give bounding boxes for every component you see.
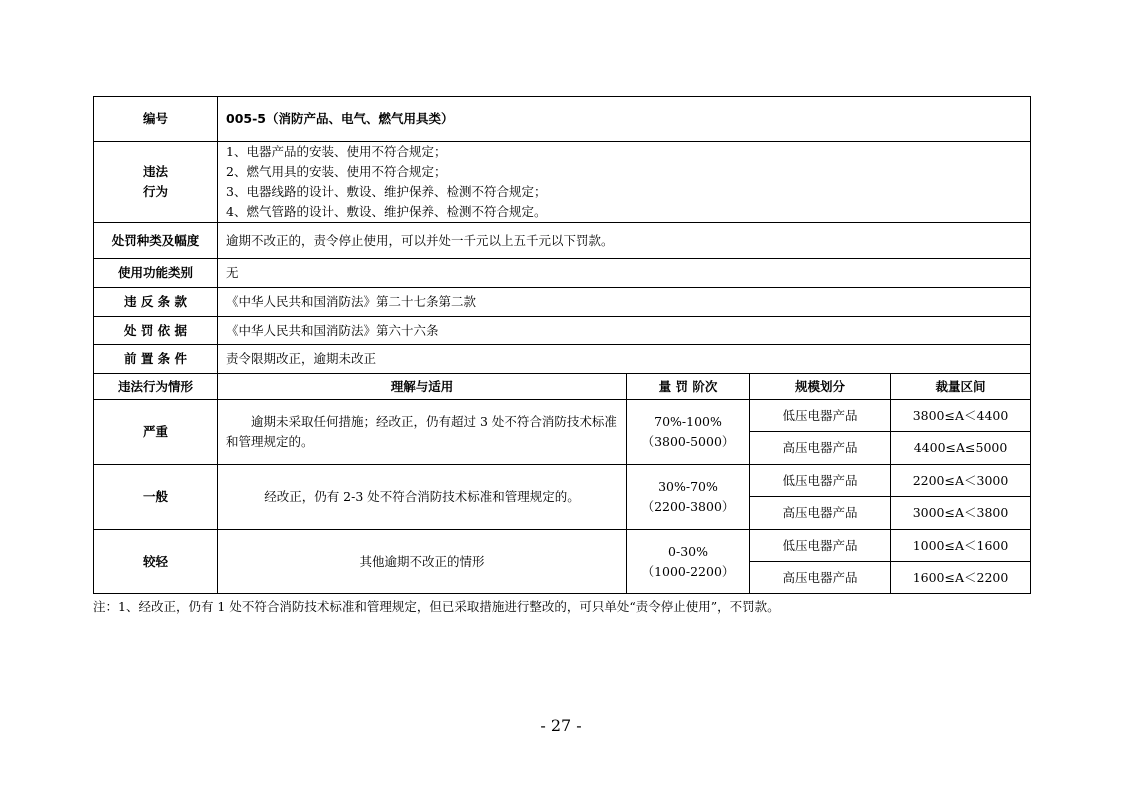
penalty-row xyxy=(94,223,1031,259)
basis-row xyxy=(94,317,1031,345)
scale-cell: 高压电器产品 xyxy=(750,562,891,594)
usage-row xyxy=(94,259,1031,288)
situation-cell: 严重 xyxy=(94,400,218,465)
scale-cell: 低压电器产品 xyxy=(750,465,891,497)
precondition-row xyxy=(94,345,1031,374)
penalty-table xyxy=(93,96,1031,594)
scale-cell: 低压电器产品 xyxy=(750,400,891,432)
range-cell: 1600≤A＜2200 xyxy=(891,562,1031,594)
level-cell: 0-30% （1000-2200） xyxy=(627,530,750,594)
scale-cell: 高压电器产品 xyxy=(750,432,891,465)
penalty-label: 处罚种类及幅度 xyxy=(94,223,218,259)
code-label: 编号 xyxy=(94,97,218,142)
table-row xyxy=(94,400,1031,432)
violation-row xyxy=(94,142,1031,223)
violation-label: 违法 行为 xyxy=(94,142,218,223)
situation-cell: 一般 xyxy=(94,465,218,530)
situation-cell: 较轻 xyxy=(94,530,218,594)
level-cell: 30%-70% （2200-3800） xyxy=(627,465,750,530)
header-level: 量 罚 阶次 xyxy=(627,374,750,400)
header-row xyxy=(94,374,1031,400)
header-understanding: 理解与适用 xyxy=(218,374,627,400)
violated-clause-label: 违 反 条 款 xyxy=(94,288,218,317)
usage-value: 无 xyxy=(218,259,1031,288)
table-row xyxy=(94,465,1031,497)
range-cell: 4400≤A≤5000 xyxy=(891,432,1031,465)
header-scale: 规模划分 xyxy=(750,374,891,400)
footnote: 注：1、经改正，仍有 1 处不符合消防技术标准和管理规定，但已采取措施进行整改的，可只单处“责令停止使用”，不罚款。 xyxy=(93,599,780,614)
range-cell: 3800≤A＜4400 xyxy=(891,400,1031,432)
header-situation: 违法行为情形 xyxy=(94,374,218,400)
understanding-cell: 其他逾期不改正的情形 xyxy=(218,530,627,594)
header-range: 裁量区间 xyxy=(891,374,1031,400)
scale-cell: 低压电器产品 xyxy=(750,530,891,562)
level-cell: 70%-100% （3800-5000） xyxy=(627,400,750,465)
understanding-cell: 经改正，仍有 2-3 处不符合消防技术标准和管理规定的。 xyxy=(218,465,627,530)
table-row xyxy=(94,530,1031,562)
range-cell: 2200≤A＜3000 xyxy=(891,465,1031,497)
code-value: 005-5（消防产品、电气、燃气用具类） xyxy=(218,97,1031,142)
basis-value: 《中华人民共和国消防法》第六十六条 xyxy=(218,317,1031,345)
scale-cell: 高压电器产品 xyxy=(750,497,891,530)
understanding-cell: 逾期未采取任何措施；经改正，仍有超过 3 处不符合消防技术标准和管理规定的。 xyxy=(218,400,627,465)
precondition-value: 责令限期改正，逾期未改正 xyxy=(218,345,1031,374)
violated-clause-row xyxy=(94,288,1031,317)
penalty-value: 逾期不改正的，责令停止使用，可以并处一千元以上五千元以下罚款。 xyxy=(218,223,1031,259)
precondition-label: 前 置 条 件 xyxy=(94,345,218,374)
page-number: - 27 - xyxy=(540,716,582,735)
range-cell: 1000≤A＜1600 xyxy=(891,530,1031,562)
range-cell: 3000≤A＜3800 xyxy=(891,497,1031,530)
violated-clause-value: 《中华人民共和国消防法》第二十七条第二款 xyxy=(218,288,1031,317)
basis-label: 处 罚 依 据 xyxy=(94,317,218,345)
code-row xyxy=(94,97,1031,142)
usage-label: 使用功能类别 xyxy=(94,259,218,288)
violation-list: 1、电器产品的安装、使用不符合规定； 2、燃气用具的安装、使用不符合规定； 3、电器线路的设计、敷设、维护保养、检测不符合规定； 4、燃气管路的设计、敷设、维护保养、检测不符合规定。 xyxy=(218,142,1031,223)
